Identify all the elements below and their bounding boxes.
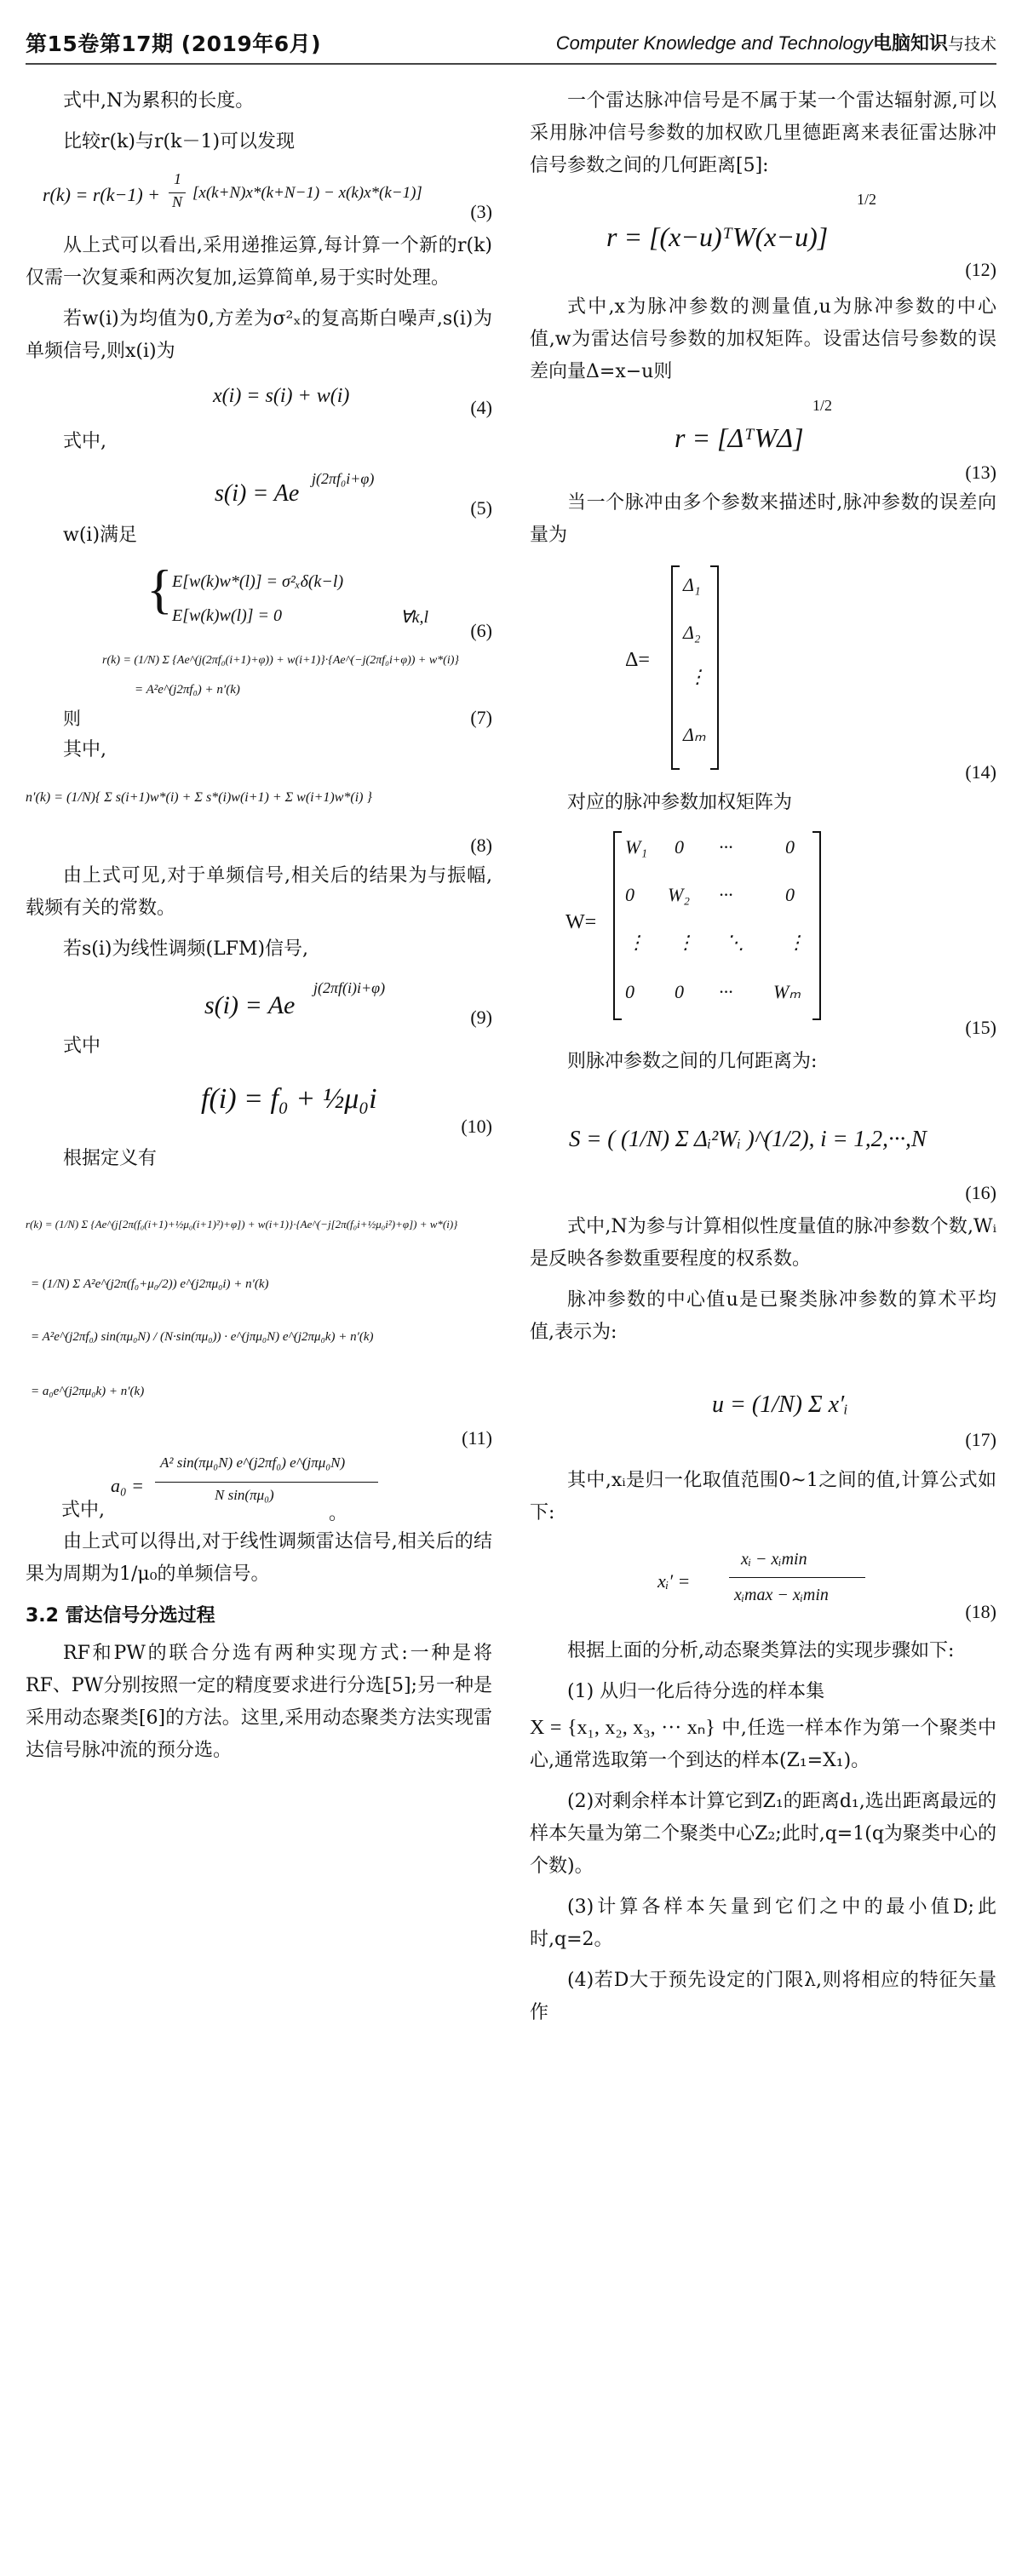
equation-6: { E[w(k)w*(l)] = σ²ₓδ(k−l) E[w(k)w(l)] = 0 ∀k,l (6): [146, 559, 492, 641]
header-rule: [26, 63, 996, 65]
paragraph: 其中,: [63, 739, 106, 760]
equation-14: Δ= Δ₁ Δ₂ ⋮ Δₘ (14): [530, 560, 996, 787]
right-column: [530, 85, 996, 2038]
paragraph: 其中,xᵢ是归一化取值范围0~1之间的值,计算公式如下:: [530, 1470, 996, 1523]
equation-number: (7): [470, 707, 492, 728]
sample-set: X = {x₁, x₂, x₃, ··· xₙ}: [530, 1717, 715, 1739]
paragraph: 式中,N为参与计算相似性度量值的脉冲参数个数,Wᵢ是反映各参数重要程度的权系数。: [530, 1216, 996, 1270]
equation-3: r(k) = r(k−1) + 1 N [x(k+N)x*(k+N−1) − x(k)x*(k−1)] (3): [43, 170, 492, 222]
paragraph: 式中,x为脉冲参数的测量值,u为脉冲参数的中心值,w为雷达信号参数的加权矩阵。设雷达信号参数的误差向量Δ=x−u则: [530, 296, 996, 382]
equation-12: r = [(x−u)ᵀW(x−u)] 1/2 (12): [606, 191, 996, 280]
journal-title-cn-bold: 电脑知识: [872, 33, 948, 55]
paragraph: w(i)满足: [63, 525, 138, 546]
equation-3-rhs: [x(k+N)x*(k+N−1) − x(k)x*(k−1)]: [192, 184, 422, 202]
equation-number: (3): [470, 201, 492, 222]
left-column: [26, 85, 492, 1776]
equation-10: f(i) = f₀ + ½μ₀i (10): [201, 1083, 492, 1137]
paragraph: 式中,: [63, 431, 106, 452]
equation-number: (12): [965, 259, 996, 280]
equation-13: r = [ΔᵀWΔ] 1/2 (13): [675, 397, 996, 483]
equation-15: W= W₁ 0 ··· 0 0 W₂ ··· 0 ⋮ ⋮ ⋱ ⋮ 0 0 ··· Wₘ (15): [530, 828, 996, 1046]
equation-5: s(i) = Ae j(2πf₀i+φ) (5): [215, 470, 492, 519]
equation-number: (10): [461, 1116, 492, 1137]
paragraph: RF和PW的联合分选有两种实现方式:一种是将RF、PW分别按照一定的精度要求进行分选[5];另一种是采用动态聚类[6]的方法。这里,采用动态聚类方法实现雷达信号脉冲流的预分选。: [26, 1643, 492, 1761]
equation-11: r(k) = (1/N) Σ {Ae^(j[2π(f₀(i+1)+½μ₀(i+1)²)+φ]) + w(i+1)}·{Ae^(−j[2π(f₀i+½μ₀i²)+φ]) + w*(i)} = (1/N) Σ A²e^(j2π(f₀+μ₀/2)) e^(j2πμ₀i) + n′(k) = A²e^(j2πf₀) sin(πμ₀N) / (N·sin(πμ₀)) · e^(jπμ₀N) e^(j2πμ₀k) + n′(k) = a₀e^(j2πμ₀k) + n′(k) (11): [26, 1218, 492, 1449]
paragraph: 从上式可以看出,采用递推运算,每计算一个新的r(k)仅需一次复乘和两次复加,运算简单,易于实时处理。: [26, 235, 492, 289]
equation-16: S = ( (1/N) Σ Δᵢ²Wᵢ )^(1/2), i = 1,2,···,N (16): [569, 1126, 996, 1203]
equation-number: (11): [462, 1427, 492, 1449]
equation-3-lhs: r(k) = r(k−1) +: [43, 184, 160, 205]
vector-bracket: Δ₁ Δ₂ ⋮ Δₘ: [671, 565, 719, 770]
paragraph: 对应的脉冲参数加权矩阵为: [567, 792, 793, 813]
equation-number: (14): [965, 761, 996, 783]
page-header: [0, 0, 1022, 63]
equation-17: u = (1/N) Σ x′ᵢ (17): [712, 1391, 996, 1450]
matrix-bracket: W₁ 0 ··· 0 0 W₂ ··· 0 ⋮ ⋮ ⋱ ⋮ 0 0 ··· Wₘ: [613, 831, 821, 1020]
paragraph: 式中,N为累积的长度。: [63, 90, 255, 112]
paragraph: (4)若D大于预先设定的门限λ,则将相应的特征矢量作: [530, 1970, 996, 2023]
paragraph: (2)对剩余样本计算它到Z₁的距离d₁,选出距离最远的样本矢量为第二个聚类中心Z₂;此时,q=1(q为聚类中心的个数)。: [530, 1791, 996, 1877]
equation-12-a0: a₀ = A² sin(πμ₀N) e^(j2πf₀) e^(jπμ₀N) N sin(πμ₀) 式中, 。: [26, 1453, 492, 1526]
paragraph: 当一个脉冲由多个参数来描述时,脉冲参数的误差向量为: [530, 492, 996, 546]
equation-number: (6): [470, 620, 492, 641]
paragraph: 若s(i)为线性调频(LFM)信号,: [63, 938, 309, 960]
section-heading: 3.2 雷达信号分选过程: [26, 1605, 215, 1626]
paragraph: 一个雷达脉冲信号是不属于某一个雷达辐射源,可以采用脉冲信号参数的加权欧几里德距离来表征雷达脉冲信号参数之间的几何距离[5]:: [530, 90, 996, 176]
equation-number: (17): [965, 1429, 996, 1450]
paragraph: 若w(i)为均值为0,方差为σ²ₓ的复高斯白噪声,s(i)为单频信号,则x(i)为: [26, 308, 492, 362]
paragraph: 根据上面的分析,动态聚类算法的实现步骤如下:: [567, 1640, 955, 1661]
equation-number: (9): [470, 1007, 492, 1028]
paragraph: 比较r(k)与r(k－1)可以发现: [63, 131, 296, 152]
journal-title: [556, 29, 996, 55]
equation-4: x(i) = s(i) + w(i) (4): [213, 385, 492, 418]
equation-number: (4): [470, 397, 492, 418]
paragraph: 则脉冲参数之间的几何距离为:: [567, 1051, 818, 1072]
paragraph: X = {x₁, x₂, x₃, ··· xₙ} 中,任选一样本作为第一个聚类中心,通常选取第一个到达的样本(Z₁=X₁)。: [530, 1717, 997, 1771]
journal-title-en: Computer Knowledge and Technology: [555, 32, 873, 54]
paragraph: (3)计算各样本矢量到它们之中的最小值D;此时,q=2。: [530, 1896, 996, 1950]
equation-number: (8): [470, 835, 492, 856]
paragraph: 由上式可见,对于单频信号,相关后的结果为与振幅,载频有关的常数。: [26, 865, 492, 919]
equation-number: (15): [965, 1017, 996, 1038]
equation-number: (18): [965, 1601, 996, 1622]
equation-9: s(i) = Ae j(2πf(i)i+φ) (9): [204, 979, 492, 1028]
equation-number: (13): [965, 462, 996, 483]
paragraph: 式中: [63, 1036, 101, 1057]
equation-number: (16): [965, 1182, 996, 1203]
paragraph: (1) 从归一化后待分选的样本集: [567, 1681, 825, 1702]
equation-7: r(k) = (1/N) Σ {Ae^(j(2πf₀(i+1)+φ)) + w(i+1)}·{Ae^(−j(2πf₀i+φ)) + w*(i)} = A²e^(j2πf₀) + n′(k) 则 (7): [63, 654, 492, 729]
equation-number: (5): [470, 497, 492, 519]
paragraph: 由上式可以得出,对于线性调频雷达信号,相关后的结果为周期为1/μ₀的单频信号。: [26, 1531, 492, 1585]
journal-title-cn: 与技术: [947, 35, 996, 54]
paragraph: 脉冲参数的中心值u是已聚类脉冲参数的算术平均值,表示为:: [530, 1289, 996, 1343]
equation-8: n′(k) = (1/N){ Σ s(i+1)w*(i) + Σ s*(i)w(i+1) + Σ w(i+1)w*(i) } (8): [26, 790, 492, 856]
equation-18: xᵢ′ = xᵢ − xᵢmin xᵢmax − xᵢmin (18): [657, 1550, 996, 1622]
journal-issue: 第15卷第17期 (2019年6月): [26, 32, 322, 56]
paragraph: 根据定义有: [63, 1148, 158, 1169]
